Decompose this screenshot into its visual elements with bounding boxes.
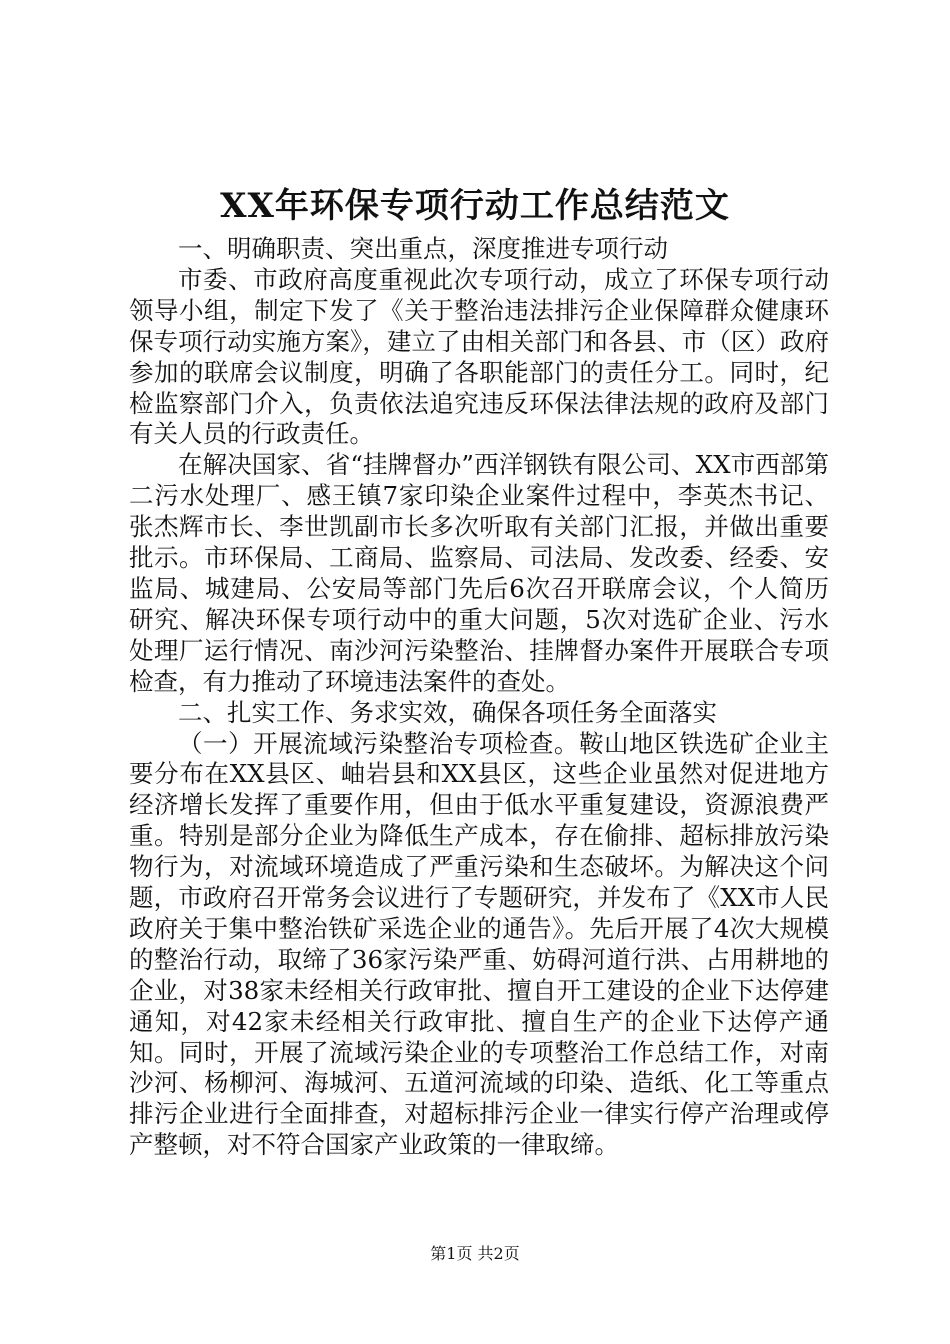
paragraph: 在解决国家、省“挂牌督办”西洋钢铁有限公司、XX市西部第二污水处理厂、感王镇7家印染企业案件过程中，李英杰书记、张杰辉市长、李世凯副市长多次听取有关部门汇报，并做出重要批示。市环保局、工商局、监察局、司法局、发改委、经委、安监局、城建局、公安局等部门先后6次召开联席会议，个人简历研究、解决环保专项行动中的重大问题，5次对选矿企业、污水处理厂运行情况、南沙河污染整治、挂牌督办案件开展联合专项检查，有力推动了环境违法案件的查处。 bbox=[129, 450, 829, 696]
paragraph: （一）开展流域污染整治专项检查。鞍山地区铁选矿企业主要分布在XX县区、岫岩县和XX县区，这些企业虽然对促进地方经济增长发挥了重要作用，但由于低水平重复建设，资源浪费严重。特别是部分企业为降低生产成本，存在偷排、超标排放污染物行为，对流域环境造成了严重污染和生态破坏。为解决这个问题，市政府召开常务会议进行了专题研究，并发布了《XX市人民政府关于集中整治铁矿采选企业的通告》。先后开展了4次大规模的整治行动，取缔了36家污染严重、妨碍河道行洪、占用耕地的企业，对38家未经相关行政审批、擅自开工建设的企业下达停建通知，对42家未经相关行政审批、擅自生产的企业下达停产通知。同时，开展了流域污染企业的专项整治工作总结工作，对南沙河、杨柳河、海城河、五道河流域的印染、造纸、化工等重点排污企业进行全面排查，对超标排污企业一律实行停产治理或停产整顿，对不符合国家产业政策的一律取缔。 bbox=[129, 728, 829, 1160]
document-title: XX年环保专项行动工作总结范文 bbox=[220, 186, 730, 226]
document-body bbox=[129, 234, 829, 1161]
paragraph: 市委、市政府高度重视此次专项行动，成立了环保专项行动领导小组，制定下发了《关于整治违法排污企业保障群众健康环保专项行动实施方案》，建立了由相关部门和各县、市（区）政府参加的联席会议制度，明确了各职能部门的责任分工。同时，纪检监察部门介入，负责依法追究违反环保法律法规的政府及部门有关人员的行政责任。 bbox=[129, 264, 829, 449]
section-heading-1: 一、明确职责、突出重点，深度推进专项行动 bbox=[178, 234, 668, 263]
section-heading-2: 二、扎实工作、务求实效，确保各项任务全面落实 bbox=[178, 697, 717, 727]
page-footer: 第1页 共2页 bbox=[430, 1244, 520, 1263]
